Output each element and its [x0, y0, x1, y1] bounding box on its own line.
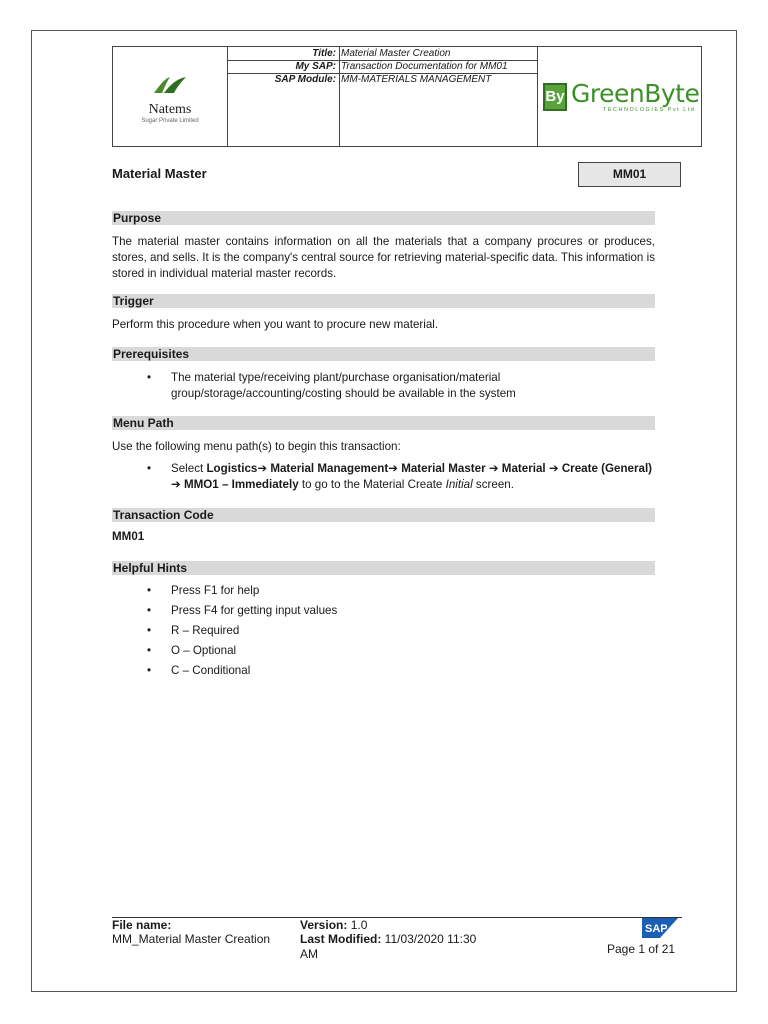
menu-path-create-general: Create (General) [561, 462, 653, 475]
section-heading-prerequisites: Prerequisites [112, 347, 655, 361]
footer-modified-label: Last Modified: [300, 932, 382, 946]
menu-path-initial: Initial [445, 478, 473, 491]
menu-path-tail: to go to the Material Create [301, 478, 443, 491]
menu-path-material: Material [501, 462, 546, 475]
header-row-divider [227, 73, 537, 74]
footer-file-label: File name: [112, 918, 172, 932]
arrow-right-icon: ➔ [171, 478, 181, 491]
section-heading-helpful-hints: Helpful Hints [112, 561, 655, 575]
footer-file-value: MM_Material Master Creation [112, 932, 271, 946]
section-heading-transaction-code: Transaction Code [112, 508, 655, 522]
footer-modified [300, 933, 476, 946]
prerequisite-text: The material type/receiving plant/purchase organisation/material group/storage/accounting/costing should be available in the system [171, 371, 516, 400]
natems-sub: Sugar Private Limited [141, 118, 199, 124]
menu-path-intro: Use the following menu path(s) to begin this transaction: [112, 440, 401, 453]
header-row-divider [227, 60, 537, 61]
document-header-table [112, 46, 702, 147]
footer-modified-value: 11/03/2020 11:30 [384, 932, 477, 946]
footer-version-label: Version: [300, 918, 348, 932]
menu-path-material-master: Material Master [401, 462, 486, 475]
title-label: Title: [312, 48, 336, 59]
sap-logo-icon [642, 918, 678, 938]
mysap-label: My SAP: [295, 61, 336, 72]
hint-text: R – Required [171, 624, 240, 637]
document-title: Material Master [112, 166, 207, 181]
natems-logo [113, 75, 227, 124]
trigger-text: Perform this procedure when you want to procure new material. [112, 318, 439, 331]
footer-modified-ampm: AM [300, 947, 318, 961]
bullet-icon: • [147, 584, 152, 597]
section-heading-trigger: Trigger [112, 294, 655, 308]
bullet-icon: • [147, 462, 152, 475]
arrow-right-icon: ➔ [548, 462, 559, 475]
menu-path-select: Select [171, 462, 204, 475]
natems-name: Natems [148, 102, 192, 117]
arrow-right-icon: ➔ [388, 462, 398, 475]
bullet-icon: • [147, 644, 152, 657]
greenbyte-by-badge: By [543, 83, 567, 111]
title-value: Material Master Creation [341, 48, 451, 59]
footer-page-number: Page 1 of 21 [607, 942, 676, 956]
header-labels-cell [227, 47, 340, 146]
greenbyte-tagline: TECHNOLOGIES Pvt Ltd [603, 107, 696, 113]
footer-divider [112, 917, 682, 918]
bullet-icon: • [147, 604, 152, 617]
arrow-right-icon: ➔ [488, 462, 499, 475]
hint-text: O – Optional [171, 644, 237, 657]
menu-path-mmo1-immediately: MMO1 – Immediately [183, 478, 299, 491]
hint-text: C – Conditional [171, 664, 251, 677]
footer-version [300, 919, 367, 932]
menu-path-screen: screen. [475, 478, 514, 491]
natems-leaf-icon [150, 75, 190, 95]
sap-logo-text: SAP [645, 923, 668, 935]
purpose-text: The material master contains information on all the materials that a company procures or produces, stores, and sells. It is the company's central source for retrieving material-specific data. This information is stored in individual material master records. [112, 235, 655, 280]
greenbyte-logo [543, 81, 703, 115]
header-values-cell [339, 47, 538, 146]
transaction-code-value: MM01 [112, 530, 145, 543]
bullet-icon: • [147, 371, 152, 384]
bullet-icon: • [147, 624, 152, 637]
mysap-value: Transaction Documentation for MM01 [341, 61, 508, 72]
hint-text: Press F4 for getting input values [171, 604, 338, 617]
greenbyte-wordmark: GreenByte [571, 79, 700, 108]
footer-version-value: 1.0 [350, 918, 368, 932]
menu-path-text [171, 461, 657, 493]
arrow-right-icon: ➔ [257, 462, 268, 475]
module-label: SAP Module: [274, 74, 336, 85]
menu-path-logistics: Logistics [206, 462, 258, 475]
bullet-icon: • [147, 664, 152, 677]
natems-logo-cell [113, 47, 228, 146]
menu-path-material-management: Material Management [270, 462, 389, 475]
section-heading-purpose: Purpose [112, 211, 655, 225]
module-value: MM-MATERIALS MANAGEMENT [341, 74, 492, 85]
transaction-code-box: MM01 [578, 162, 681, 187]
section-heading-menu-path: Menu Path [112, 416, 655, 430]
hint-text: Press F1 for help [171, 584, 260, 597]
